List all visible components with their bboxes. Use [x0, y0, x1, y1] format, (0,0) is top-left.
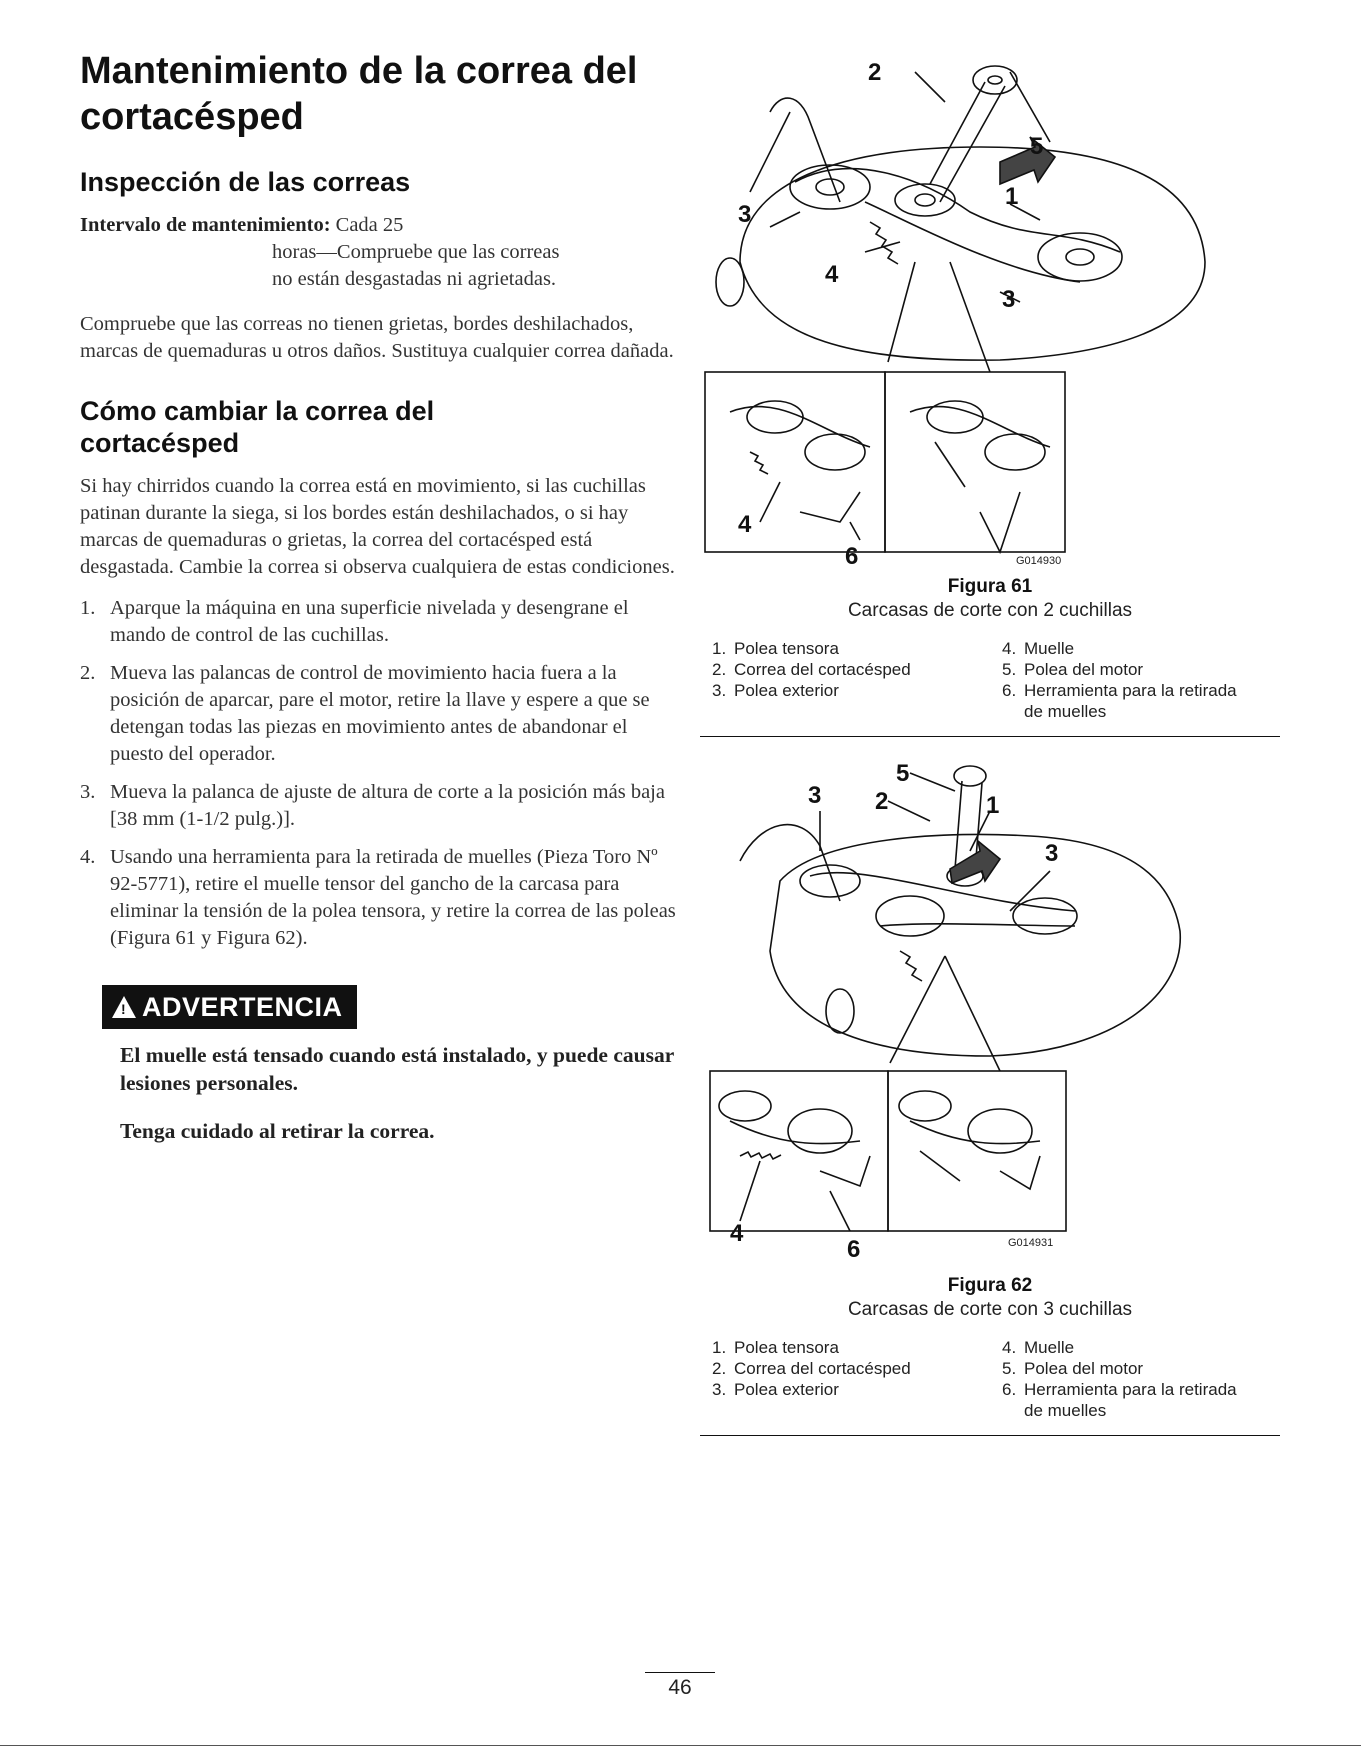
section-heading-inspection: Inspección de las correas	[80, 167, 411, 197]
fig61-callout-2: 2	[868, 59, 882, 86]
change-belt-intro: Si hay chirridos cuando la correa está en movimiento, si las cuchillas patinan durante la siega, si los bordes están deshilachados, o si hay marcas de quemaduras o grietas, la correa del cortacésped está desgastada. Cambie la correa si observa cualquiera de estas condiciones.	[80, 475, 675, 578]
fig62-callout-3b: 3	[1045, 840, 1059, 867]
step-item: 1. Aparque la máquina en una superficie nivelada y desengrane el mando de control de las cuchillas.	[80, 597, 629, 646]
fig62-callout-5: 5	[896, 760, 910, 787]
figure-62	[700, 751, 1280, 1436]
step-item: 3. Mueva la palanca de ajuste de altura de corte a la posición más baja [38 mm (1-1/2 pulg.)].	[80, 781, 665, 830]
fig61-code: G014930	[1016, 555, 1062, 567]
legend-item: 6. Herramienta para la retirada de muelles	[1002, 681, 1237, 721]
figure-62-divider	[700, 1435, 1280, 1436]
step-item: 2. Mueva las palancas de control de movimiento hacia fuera a la posición de aparcar, pare el motor, retire la llave y espere a que se detengan todas las piezas en movimiento antes de abandonar el puesto del operador.	[80, 662, 650, 765]
legend-item: 2. Correa del cortacésped	[712, 1359, 911, 1378]
fig61-callout-4a: 4	[825, 261, 839, 288]
fig61-callout-3a: 3	[738, 201, 752, 228]
fig61-callout-3b: 3	[1002, 286, 1016, 313]
fig61-callout-4b: 4	[738, 511, 752, 538]
figure-62-caption: Carcasas de corte con 3 cuchillas	[847, 1299, 1133, 1320]
legend-item: 4. Muelle	[1002, 1338, 1075, 1357]
figure-61-number: Figura 61	[947, 576, 1033, 597]
fig62-callout-1: 1	[986, 792, 1000, 819]
fig62-callout-2: 2	[875, 788, 889, 815]
figure-62-illustration	[700, 751, 1280, 1271]
legend-item: 3. Polea exterior	[712, 681, 839, 700]
figure-61-legend	[700, 638, 1280, 722]
interval-label: Intervalo de mantenimiento:	[80, 214, 331, 236]
legend-item: 3. Polea exterior	[712, 1380, 839, 1399]
figure-61-caption: Carcasas de corte con 2 cuchillas	[847, 600, 1133, 621]
warning-text-1: El muelle está tensado cuando está instalado, y puede causar lesiones personales.	[120, 1043, 674, 1095]
left-column	[80, 48, 680, 1165]
figure-61-illustration	[700, 52, 1280, 572]
figure-61-divider	[700, 736, 1280, 737]
fig62-code: G014931	[1008, 1237, 1054, 1249]
warning-triangle-icon: !	[112, 996, 136, 1018]
fig61-callout-1: 1	[1005, 183, 1019, 210]
right-column	[700, 52, 1280, 1436]
warning-banner	[102, 985, 357, 1029]
page-number: 46	[668, 1676, 692, 1699]
fig61-callout-5: 5	[1030, 133, 1044, 160]
inspection-paragraph: Compruebe que las correas no tienen grietas, bordes deshilachados, marcas de quemaduras u otros daños. Sustituya cualquier correa dañada.	[80, 313, 674, 362]
fig62-callout-4: 4	[730, 1220, 744, 1247]
steps-list	[80, 595, 680, 952]
interval-first: Cada 25	[335, 214, 404, 236]
interval-line-2: horas—Compruebe que las correas	[272, 241, 560, 263]
legend-item: 4. Muelle	[1002, 639, 1075, 658]
figure-62-legend	[700, 1337, 1280, 1421]
legend-item: 2. Correa del cortacésped	[712, 660, 911, 679]
maintenance-interval	[80, 212, 680, 293]
step-item: 4. Usando una herramienta para la retirada de muelles (Pieza Toro Nº 92-5771), retire el muelle tensor del gancho de la carcasa para eliminar la tensión de la polea tensora, y retire la correa de las poleas (Figura 61 y Figura 62).	[80, 846, 676, 949]
warning-label: ADVERTENCIA	[142, 991, 343, 1022]
fig62-callout-3a: 3	[808, 782, 822, 809]
interval-line-3: no están desgastadas ni agrietadas.	[272, 268, 557, 290]
legend-item: 1. Polea tensora	[712, 1338, 839, 1357]
legend-item: 5. Polea del motor	[1002, 1359, 1144, 1378]
legend-item: 6. Herramienta para la retirada de muelles	[1002, 1380, 1237, 1420]
page-title: Mantenimiento de la correa del cortacésped	[80, 50, 638, 138]
section-heading-change-belt: Cómo cambiar la correa del cortacésped	[80, 396, 435, 458]
warning-text-2: Tenga cuidado al retirar la correa.	[120, 1119, 435, 1143]
fig62-callout-6: 6	[847, 1236, 861, 1263]
figure-61	[700, 52, 1280, 737]
fig61-callout-6: 6	[845, 543, 859, 570]
bottom-rule	[0, 1745, 1361, 1746]
legend-item: 1. Polea tensora	[712, 639, 839, 658]
figure-62-number: Figura 62	[947, 1275, 1033, 1296]
page-number-rule	[645, 1672, 715, 1673]
legend-item: 5. Polea del motor	[1002, 660, 1144, 679]
